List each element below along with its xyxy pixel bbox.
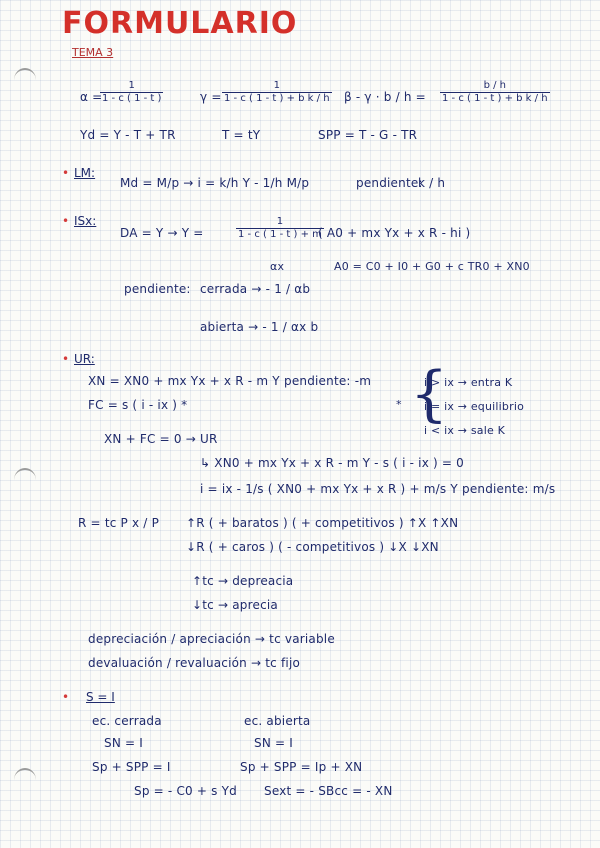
open-saving-identity: Sp + SPP = Ip + XN bbox=[240, 760, 363, 774]
alpha-denominator: 1 - c ( 1 - t ) bbox=[102, 93, 162, 104]
real-exchange-rate-eq: R = tc P x / P bbox=[78, 516, 159, 530]
autonomous-spending-eq: A0 = C0 + I0 + G0 + c TR0 + XN0 bbox=[334, 260, 530, 273]
ur-substitution-eq: ↳ XN0 + mx Yx + x R - m Y - s ( i - ix ) = 0 bbox=[200, 456, 465, 470]
capital-flows-eq: FC = s ( i - ix ) * bbox=[88, 398, 188, 412]
tc-down-rule: ↓tc → aprecia bbox=[192, 598, 278, 612]
is-multiplier-fraction bbox=[236, 216, 324, 241]
asterisk-icon: * bbox=[396, 398, 402, 411]
lm-slope-label: pendiente: bbox=[356, 176, 423, 190]
external-saving-eq: Sext = - SBcc = - XN bbox=[264, 784, 393, 798]
closed-economy-heading: ec. cerrada bbox=[92, 714, 162, 728]
case-equilibrium: i = ix → equilibrio bbox=[424, 400, 525, 413]
case-capital-in: i > ix → entra K bbox=[424, 376, 513, 389]
bullet-icon: • bbox=[62, 214, 70, 228]
real-depreciation-effects: ↑R ( + baratos ) ( + competitivos ) ↑X ↑XN bbox=[186, 516, 459, 530]
page-title: FORMULARIO bbox=[62, 6, 298, 41]
punch-hole-mark bbox=[14, 768, 36, 792]
bullet-icon: • bbox=[62, 352, 70, 366]
balance-eq: XN + FC = 0 → UR bbox=[104, 432, 218, 446]
open-national-saving: SN = I bbox=[254, 736, 294, 750]
is-slope-open: abierta → - 1 / αx b bbox=[200, 320, 319, 334]
closed-private-saving: Sp = - C0 + s Yd bbox=[134, 784, 237, 798]
real-appreciation-effects: ↓R ( + caros ) ( - competitivos ) ↓X ↓XN bbox=[186, 540, 439, 554]
is-slope-closed: cerrada → - 1 / αb bbox=[200, 282, 311, 296]
punch-hole-mark bbox=[14, 468, 36, 492]
ur-interest-eq: i = ix - 1/s ( XN0 + mx Yx + x R ) + m/s Y bbox=[200, 482, 458, 496]
fixed-rate-rule: devaluación / revaluación → tc fijo bbox=[88, 656, 301, 670]
beta-denominator: 1 - c ( 1 - t ) + b k / h bbox=[442, 93, 548, 104]
beta-numerator: b / h bbox=[483, 80, 506, 91]
net-exports-slope: pendiente: -m bbox=[284, 374, 372, 388]
lm-heading: LM: bbox=[74, 166, 96, 180]
gamma-label: γ = bbox=[200, 90, 222, 104]
tc-up-rule: ↑tc → depreacia bbox=[192, 574, 294, 588]
is-equation: DA = Y → Y = bbox=[120, 226, 204, 240]
ur-slope: pendiente: m/s bbox=[462, 482, 556, 496]
gamma-numerator: 1 bbox=[273, 80, 280, 91]
net-exports-eq: XN = XN0 + mx Yx + x R - m Y bbox=[88, 374, 280, 388]
lm-slope-value: k / h bbox=[418, 176, 446, 190]
lm-equation: Md = M/p → i = k/h Y - 1/h M/p bbox=[120, 176, 310, 190]
closed-national-saving: SN = I bbox=[104, 736, 144, 750]
open-economy-heading: ec. abierta bbox=[244, 714, 311, 728]
alpha-x-label: αx bbox=[270, 260, 285, 273]
saving-investment-heading: S = I bbox=[86, 690, 115, 704]
bullet-icon: • bbox=[62, 166, 70, 180]
ur-heading: UR: bbox=[74, 352, 95, 366]
beta-label: β - γ · b / h = bbox=[344, 90, 426, 104]
disposable-income-eq: Yd = Y - T + TR bbox=[80, 128, 176, 142]
variable-rate-rule: depreciación / apreciación → tc variable bbox=[88, 632, 335, 646]
gamma-denominator: 1 - c ( 1 - t ) + b k / h bbox=[224, 93, 330, 104]
is-heading: ISx: bbox=[74, 214, 97, 228]
section-heading: TEMA 3 bbox=[72, 46, 114, 59]
is-slope-label: pendiente: bbox=[124, 282, 191, 296]
beta-fraction bbox=[440, 80, 550, 105]
gamma-fraction bbox=[222, 80, 332, 105]
bullet-icon: • bbox=[62, 690, 70, 704]
alpha-label: α = bbox=[80, 90, 103, 104]
punch-hole-mark bbox=[14, 68, 36, 92]
is-denominator: 1 - c ( 1 - t ) + m bbox=[238, 229, 322, 240]
is-numerator: 1 bbox=[276, 216, 284, 227]
is-autonomous-terms: ( A0 + mx Yx + x R - hi ) bbox=[318, 226, 471, 240]
public-saving-eq: SPP = T - G - TR bbox=[318, 128, 418, 142]
case-capital-out: i < ix → sale K bbox=[424, 424, 506, 437]
alpha-fraction bbox=[100, 80, 163, 105]
alpha-numerator: 1 bbox=[128, 80, 135, 91]
tax-eq: T = tY bbox=[222, 128, 261, 142]
brace-icon: { bbox=[410, 359, 449, 429]
closed-saving-identity: Sp + SPP = I bbox=[92, 760, 171, 774]
